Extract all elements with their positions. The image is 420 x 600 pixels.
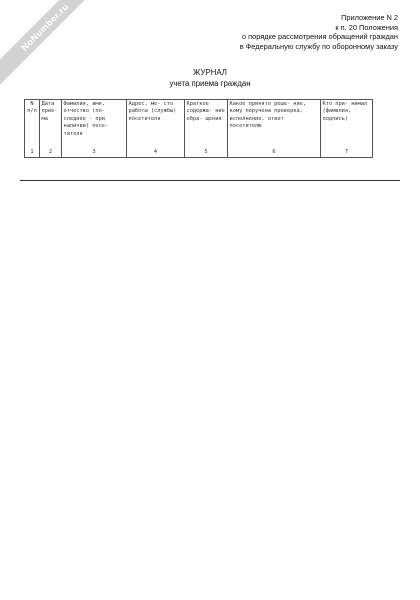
document-title xyxy=(0,68,420,89)
watermark-ribbon: NoNumber.ru xyxy=(0,0,111,93)
column-number-5: 5 xyxy=(185,148,228,158)
column-number-1: 1 xyxy=(25,148,40,158)
title-line-1: ЖУРНАЛ xyxy=(193,68,227,77)
column-number-6: 6 xyxy=(228,148,321,158)
appendix-header xyxy=(240,13,398,51)
header-line-4: в Федеральную службу по оборонному заказу xyxy=(239,41,398,51)
header-cell-number: N п/п xyxy=(25,100,40,147)
column-number-2: 2 xyxy=(40,148,62,158)
table-number-row xyxy=(25,148,373,158)
header-line-1: Приложение N 2 xyxy=(341,13,398,22)
bottom-rule xyxy=(20,180,400,181)
header-cell-receiver: Кто при- нимал (фамилия, подпись) xyxy=(321,100,373,147)
table-header-row xyxy=(25,100,373,147)
header-cell-summary: Краткое содержа- ние обра- щения xyxy=(185,100,228,147)
title-line-2: учета приема граждан xyxy=(169,78,251,88)
column-number-3: 3 xyxy=(62,148,127,158)
column-number-4: 4 xyxy=(127,148,185,158)
column-number-7: 7 xyxy=(321,148,373,158)
header-cell-decision: Какое принято реше- ние, кому поручена проверка, исполнение, ответ посетителю xyxy=(228,100,321,147)
journal-table xyxy=(24,99,373,158)
header-line-2: к п. 20 Положения xyxy=(335,22,398,32)
header-cell-name: Фамилия, имя, отчество (по- следнее - при наличии) посе- тителя xyxy=(62,100,127,147)
header-line-3: о порядке рассмотрения обращений граждан xyxy=(241,32,398,42)
header-cell-date: Дата прие- ма xyxy=(40,100,62,147)
header-cell-address: Адрес, ме- сто работы (службы) посетителя xyxy=(127,100,185,147)
